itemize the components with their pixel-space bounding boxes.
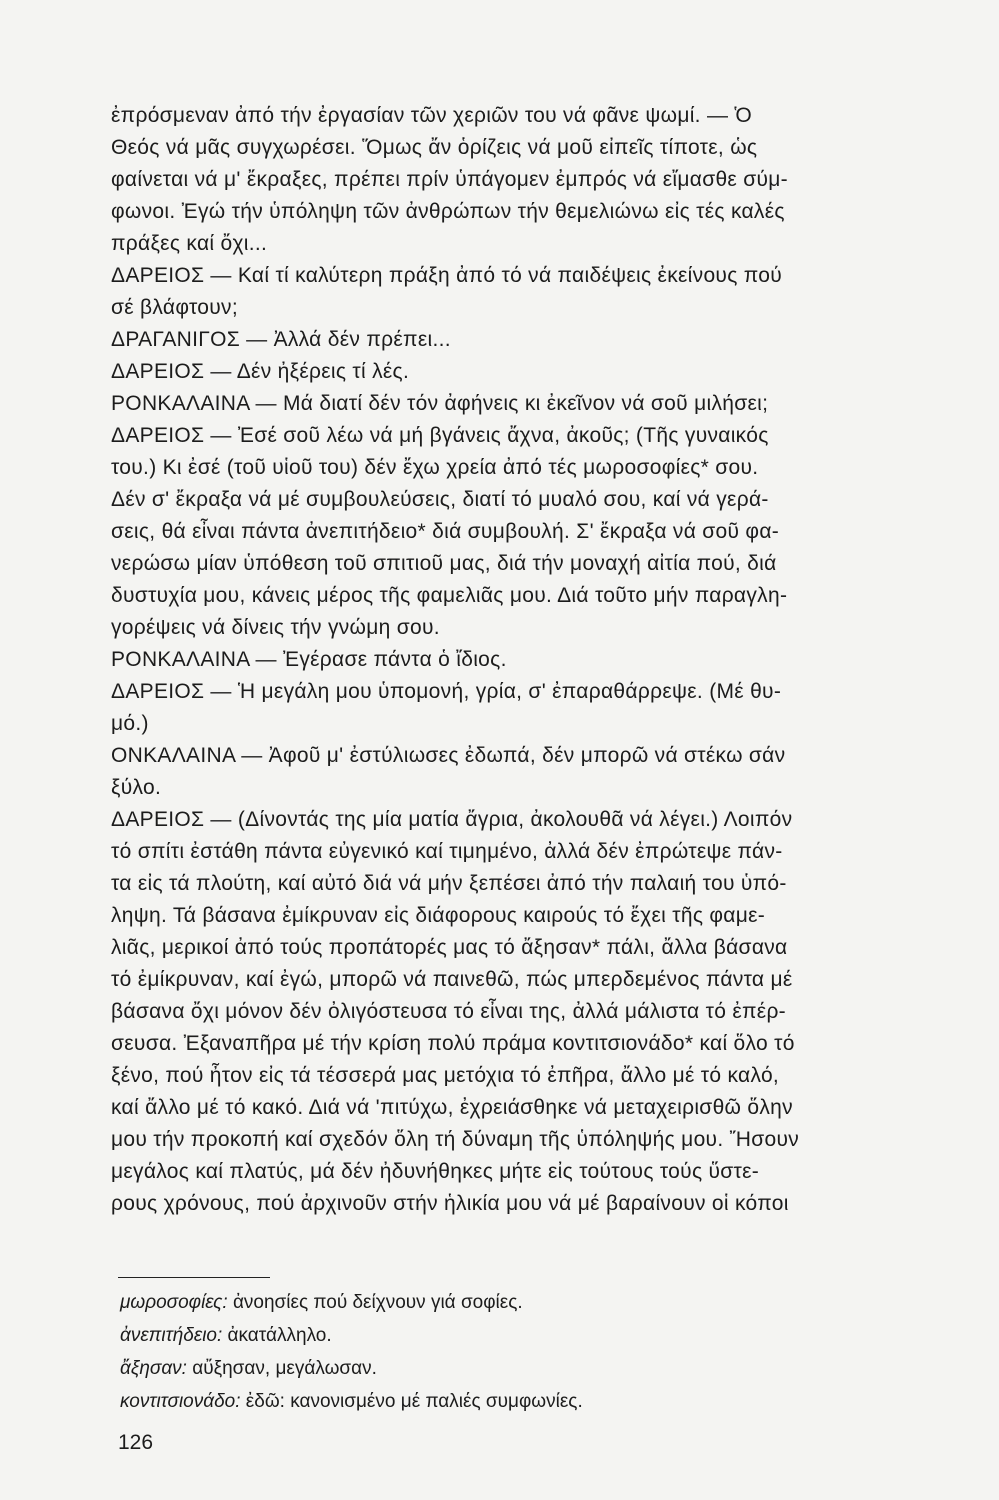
text-line: Δέν σ' ἔκραξα νά μέ συμβουλεύσεις, διατί τό μυαλό σου, καί νά γερά-	[111, 488, 769, 511]
text-line: σεις, θά εἶναι πάντα ἀνεπιτήδειο* διά συμβουλή. Σ' ἔκραξα νά σοῦ φα-	[111, 520, 780, 543]
footnote-definition: αὔξησαν, μεγάλωσαν.	[192, 1358, 377, 1379]
footnote-term: ἄξησαν:	[120, 1358, 187, 1379]
footnote-term: ἀνεπιτήδειο:	[120, 1325, 223, 1346]
footnote-definition: ἐδῶ: κανονισμένο μέ παλιές συμφωνίες.	[245, 1391, 583, 1412]
text-line: ΔΑΡΕΙΟΣ — Ἐσέ σοῦ λέω νά μή βγάνεις ἄχνα, ἀκοῦς; (Τῆς γυναικός	[111, 424, 769, 447]
footnote	[120, 1319, 920, 1352]
footnote-divider	[118, 1277, 270, 1278]
text-line: τό σπίτι ἐστάθη πάντα εὐγενικό καί τιμημένο, ἀλλά δέν ἐπρώτεψε πάν-	[111, 840, 783, 863]
text-line: νερώσω μίαν ὑπόθεση τοῦ σπιτιοῦ μας, διά τήν μοναχή αἰτία πού, διά	[111, 552, 777, 575]
text-line: μου τήν προκοπή καί σχεδόν ὅλη τή δύναμη τῆς ὑπόληψής μου. Ἤσουν	[111, 1128, 800, 1151]
text-line: ΔΑΡΕΙΟΣ — Ἡ μεγάλη μου ὑπομονή, γρία, σ' ἐπαραθάρρεψε. (Μέ θυ-	[111, 680, 782, 703]
text-line: τα εἰς τά πλούτη, καί αὐτό διά νά μήν ξεπέσει ἀπό τήν παλαιή του ὑπό-	[111, 872, 787, 895]
text-line: του.) Κι ἐσέ (τοῦ υἱοῦ του) δέν ἔχω χρεία ἀπό τές μωροσοφίες* σου.	[111, 456, 759, 479]
text-line: ΔΑΡΕΙΟΣ — (Δίνοντάς της μία ματία ἄγρια, ἀκολουθᾶ νά λέγει.) Λοιπόν	[111, 808, 793, 831]
text-line: ΡΟΝΚΑΛΑΙΝΑ — Μά διατί δέν τόν ἀφήνεις κι ἐκεῖνον νά σοῦ μιλήσει;	[111, 392, 769, 415]
footnote	[120, 1385, 920, 1418]
text-line: ληψη. Τά βάσανα ἐμίκρυναν εἰς διάφορους καιρούς τό ἔχει τῆς φαμε-	[111, 904, 766, 927]
footnote-term: κοντιτσιονάδο:	[120, 1391, 241, 1412]
text-line: ΡΟΝΚΑΛΑΙΝΑ — Ἐγέρασε πάντα ὁ ἴδιος.	[111, 648, 507, 671]
text-line: φωνοι. Ἐγώ τήν ὑπόληψη τῶν ἀνθρώπων τήν θεμελιώνω εἰς τές καλές	[111, 200, 785, 223]
text-line: πράξες καί ὄχι...	[111, 232, 268, 255]
text-line: τό ἐμίκρυναν, καί ἐγώ, μπορῶ νά παινεθῶ, πώς μπερδεμένος πάντα μέ	[111, 968, 793, 991]
text-line: μεγάλος καί πλατύς, μά δέν ἠδυνήθηκες μήτε εἰς τούτους τούς ὕστε-	[111, 1160, 760, 1183]
footnote-definition: ἀνοησίες πού δείχνουν γιά σοφίες.	[232, 1292, 523, 1313]
text-line: γορέψεις νά δίνεις τήν γνώμη σου.	[111, 616, 440, 639]
footnotes	[120, 1286, 920, 1418]
footnote	[120, 1286, 920, 1319]
text-line: μό.)	[111, 712, 149, 735]
text-line: ξένο, πού ἦτον εἰς τά τέσσερά μας μετόχια τό ἐπῆρα, ἄλλο μέ τό καλό,	[111, 1064, 780, 1087]
footnote	[120, 1352, 920, 1385]
text-line: καί ἄλλο μέ τό κακό. Διά νά 'πιτύχω, ἐχρειάσθηκε νά μεταχειρισθῶ ὅλην	[111, 1096, 793, 1119]
text-line: φαίνεται νά μ' ἔκραξες, πρέπει πρίν ὑπάγομεν ἐμπρός νά εἴμασθε σύμ-	[111, 168, 788, 191]
text-line: βάσανα ὄχι μόνον δέν ὀλιγόστευσα τό εἶναι της, ἀλλά μάλιστα τό ἐπέρ-	[111, 1000, 786, 1023]
text-line: ἐπρόσμεναν ἀπό τήν ἐργασίαν τῶν χεριῶν του νά φᾶνε ψωμί. — Ὁ	[111, 104, 753, 127]
text-line: ΔΑΡΕΙΟΣ — Καί τί καλύτερη πράξη ἀπό τό νά παιδέψεις ἐκείνους πού	[111, 264, 783, 287]
main-text	[111, 100, 971, 1220]
text-line: ξύλο.	[111, 776, 162, 799]
text-line: ΔΡΑΓΑΝΙΓΟΣ — Ἀλλά δέν πρέπει...	[111, 328, 451, 351]
text-line: δυστυχία μου, κάνεις μέρος τῆς φαμελιᾶς μου. Διά τοῦτο μήν παραγλη-	[111, 584, 788, 607]
text-line: σευσα. Ἐξαναπῆρα μέ τήν κρίση πολύ πράμα κοντιτσιονάδο* καί ὅλο τό	[111, 1032, 795, 1055]
text-line: σέ βλάφτουν;	[111, 296, 238, 319]
text-line: Θεός νά μᾶς συγχωρέσει. Ὅμως ἄν ὁρίζεις νά μοῦ εἰπεῖς τίποτε, ὡς	[111, 136, 758, 159]
text-line: λιᾶς, μερικοί ἀπό τούς προπάτορές μας τό ἄξησαν* πάλι, ἄλλα βάσανα	[111, 936, 788, 959]
text-line: ΔΑΡΕΙΟΣ — Δέν ἠξέρεις τί λές.	[111, 360, 410, 383]
text-line: ρους χρόνους, πού ἀρχινοῦν στήν ἡλικία μου νά μέ βαραίνουν οἱ κόποι	[111, 1192, 789, 1215]
footnote-definition: ἀκατάλληλο.	[227, 1325, 332, 1346]
text-line: ΟΝΚΑΛΑΙΝΑ — Ἀφοῦ μ' ἐστύλιωσες ἐδωπά, δέν μπορῶ νά στέκω σάν	[111, 744, 786, 767]
footnote-term: μωροσοφίες:	[120, 1292, 228, 1313]
page-number: 126	[118, 1431, 154, 1454]
